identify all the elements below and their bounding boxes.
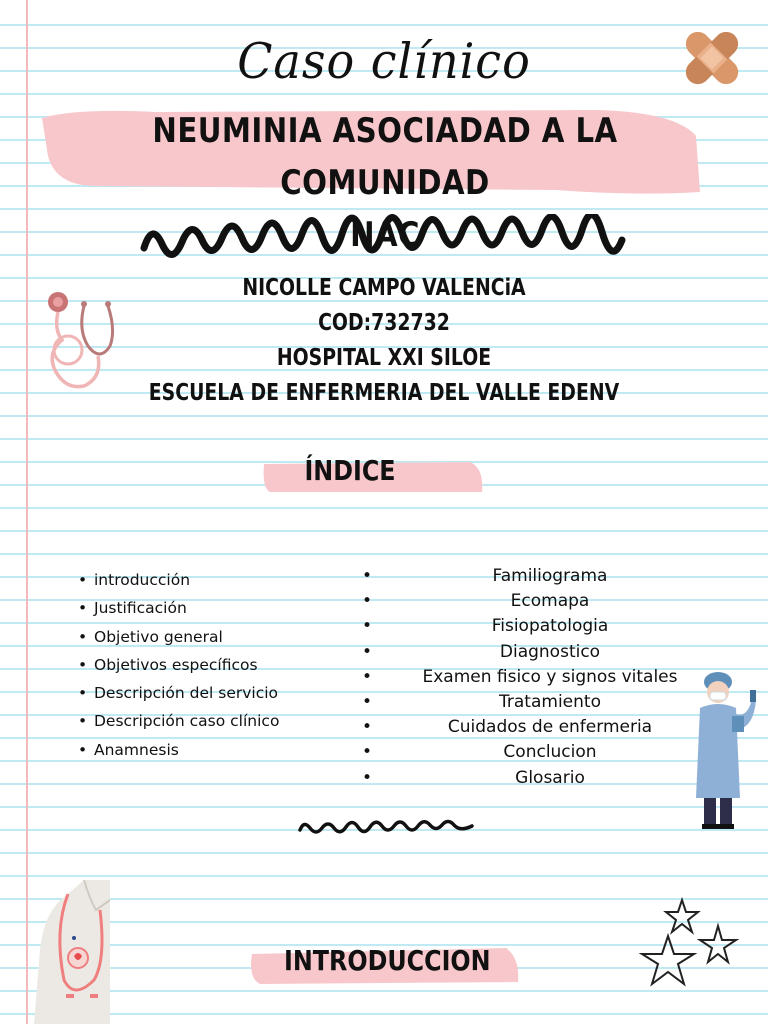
squiggle-divider-small (296, 816, 476, 838)
notebook-margin-line (26, 0, 28, 1024)
index-item: • Justificación (78, 594, 279, 622)
index-item: • Tratamiento (360, 690, 710, 715)
main-title-line1: NEUMINIA ASOCIADAD A LA COMUNIDAD (152, 111, 618, 203)
index-item: • Glosario (360, 766, 710, 791)
author-code: COD:732732 (318, 310, 450, 336)
author-name: NICOLLE CAMPO VALENCiA (242, 275, 526, 301)
index-item: • Ecomapa (360, 589, 710, 614)
nurse-illustration (688, 668, 760, 836)
index-item: • Familiograma (360, 564, 710, 589)
script-title: Caso clínico (237, 32, 531, 90)
index-item: • Examen fisico y signos vitales (360, 665, 710, 690)
index-item: • introducción (78, 566, 279, 594)
index-item: • Diagnostico (360, 640, 710, 665)
author-school: ESCUELA DE ENFERMERIA DEL VALLE EDENV (148, 380, 620, 406)
index-item: • Objetivos específicos (78, 651, 279, 679)
index-item: • Fisiopatologia (360, 614, 710, 639)
index-item: • Descripción del servicio (78, 679, 279, 707)
author-block (0, 271, 768, 411)
index-item: • Cuidados de enfermeria (360, 715, 710, 740)
index-list-right (360, 564, 710, 791)
index-item: • Anamnesis (78, 736, 279, 764)
author-hospital: HOSPITAL XXI SILOE (276, 345, 492, 371)
index-list-left (78, 566, 279, 764)
index-item: • Descripción caso clínico (78, 707, 279, 735)
stars-icon (638, 896, 748, 990)
main-title-line2: NAC (350, 215, 420, 255)
doctor-coat-illustration (34, 880, 110, 1024)
intro-title: INTRODUCCION (284, 944, 491, 977)
index-item: • Conclucion (360, 740, 710, 765)
index-title: ÍNDICE (304, 454, 396, 487)
squiggle-divider-large (138, 214, 630, 260)
index-item: • Objetivo general (78, 623, 279, 651)
